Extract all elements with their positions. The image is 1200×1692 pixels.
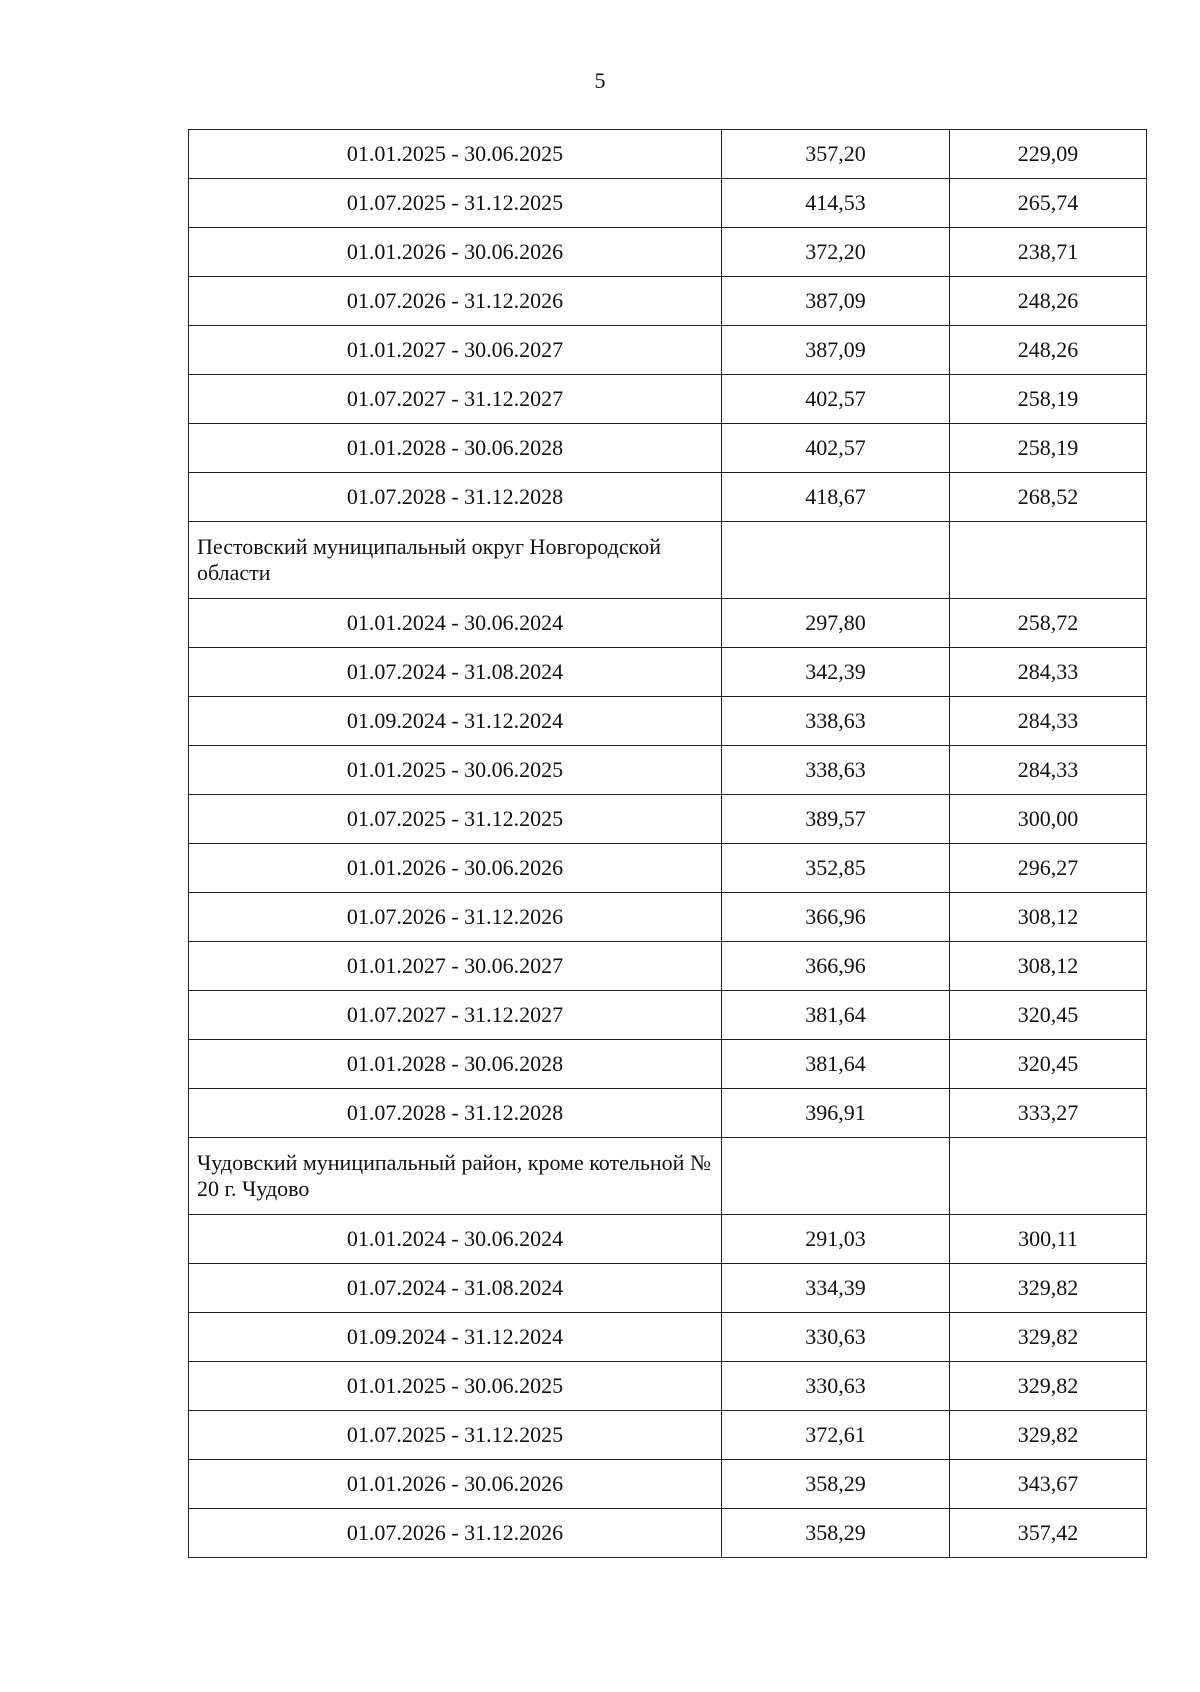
value-cell-2: 329,82 [950, 1313, 1147, 1362]
period-cell: 01.07.2026 - 31.12.2026 [189, 277, 722, 326]
value-cell-2: 308,12 [950, 942, 1147, 991]
value-cell-1: 402,57 [722, 424, 950, 473]
value-cell-1: 372,20 [722, 228, 950, 277]
value-cell-1: 342,39 [722, 648, 950, 697]
value-cell-2: 284,33 [950, 697, 1147, 746]
value-cell-2: 258,19 [950, 424, 1147, 473]
table-row [189, 326, 1147, 375]
value-cell-2: 229,09 [950, 130, 1147, 179]
period-cell: 01.07.2024 - 31.08.2024 [189, 648, 722, 697]
value-cell-1: 334,39 [722, 1264, 950, 1313]
table-row [189, 1040, 1147, 1089]
value-cell-1: 381,64 [722, 991, 950, 1040]
empty-cell [950, 1138, 1147, 1215]
area-name-cell: Пестовский муниципальный округ Новгородской области [189, 522, 722, 599]
period-cell: 01.01.2027 - 30.06.2027 [189, 326, 722, 375]
period-cell: 01.07.2028 - 31.12.2028 [189, 1089, 722, 1138]
period-cell: 01.09.2024 - 31.12.2024 [189, 697, 722, 746]
table-row [189, 1089, 1147, 1138]
table-row [189, 1264, 1147, 1313]
period-cell: 01.01.2026 - 30.06.2026 [189, 228, 722, 277]
value-cell-2: 265,74 [950, 179, 1147, 228]
area-name-cell: Чудовский муниципальный район, кроме котельной № 20 г. Чудово [189, 1138, 722, 1215]
value-cell-1: 358,29 [722, 1509, 950, 1558]
period-cell: 01.01.2026 - 30.06.2026 [189, 844, 722, 893]
period-cell: 01.07.2024 - 31.08.2024 [189, 1264, 722, 1313]
value-cell-1: 366,96 [722, 942, 950, 991]
table-row [189, 1509, 1147, 1558]
tariff-table [188, 129, 1147, 1558]
value-cell-2: 238,71 [950, 228, 1147, 277]
period-cell: 01.07.2026 - 31.12.2026 [189, 1509, 722, 1558]
value-cell-1: 402,57 [722, 375, 950, 424]
value-cell-2: 320,45 [950, 1040, 1147, 1089]
period-cell: 01.09.2024 - 31.12.2024 [189, 1313, 722, 1362]
value-cell-1: 387,09 [722, 326, 950, 375]
period-cell: 01.01.2028 - 30.06.2028 [189, 424, 722, 473]
value-cell-2: 320,45 [950, 991, 1147, 1040]
period-cell: 01.01.2027 - 30.06.2027 [189, 942, 722, 991]
table-row [189, 844, 1147, 893]
value-cell-2: 248,26 [950, 277, 1147, 326]
value-cell-1: 387,09 [722, 277, 950, 326]
value-cell-2: 268,52 [950, 473, 1147, 522]
value-cell-2: 296,27 [950, 844, 1147, 893]
period-cell: 01.07.2026 - 31.12.2026 [189, 893, 722, 942]
period-cell: 01.07.2027 - 31.12.2027 [189, 991, 722, 1040]
table-row [189, 1313, 1147, 1362]
value-cell-2: 248,26 [950, 326, 1147, 375]
table-row [189, 1411, 1147, 1460]
value-cell-2: 329,82 [950, 1411, 1147, 1460]
value-cell-1: 414,53 [722, 179, 950, 228]
period-cell: 01.01.2025 - 30.06.2025 [189, 746, 722, 795]
table-row [189, 1460, 1147, 1509]
period-cell: 01.07.2027 - 31.12.2027 [189, 375, 722, 424]
table-row [189, 795, 1147, 844]
value-cell-2: 308,12 [950, 893, 1147, 942]
value-cell-1: 297,80 [722, 599, 950, 648]
table-row [189, 893, 1147, 942]
page-number: 5 [594, 68, 606, 93]
table-row [189, 473, 1147, 522]
table-row [189, 599, 1147, 648]
table-row [189, 1362, 1147, 1411]
value-cell-1: 357,20 [722, 130, 950, 179]
table-row [189, 179, 1147, 228]
value-cell-1: 338,63 [722, 697, 950, 746]
value-cell-2: 343,67 [950, 1460, 1147, 1509]
table-row [189, 746, 1147, 795]
table-row [189, 942, 1147, 991]
table-row [189, 228, 1147, 277]
value-cell-2: 284,33 [950, 648, 1147, 697]
value-cell-1: 352,85 [722, 844, 950, 893]
table-row [189, 697, 1147, 746]
value-cell-1: 291,03 [722, 1215, 950, 1264]
tariff-table-body [189, 130, 1147, 1558]
value-cell-2: 329,82 [950, 1264, 1147, 1313]
period-cell: 01.01.2024 - 30.06.2024 [189, 1215, 722, 1264]
empty-cell [722, 522, 950, 599]
period-cell: 01.01.2024 - 30.06.2024 [189, 599, 722, 648]
area-header-row [189, 522, 1147, 599]
value-cell-1: 338,63 [722, 746, 950, 795]
value-cell-2: 300,00 [950, 795, 1147, 844]
value-cell-2: 300,11 [950, 1215, 1147, 1264]
empty-cell [722, 1138, 950, 1215]
period-cell: 01.01.2028 - 30.06.2028 [189, 1040, 722, 1089]
value-cell-1: 396,91 [722, 1089, 950, 1138]
period-cell: 01.01.2026 - 30.06.2026 [189, 1460, 722, 1509]
period-cell: 01.07.2025 - 31.12.2025 [189, 795, 722, 844]
value-cell-2: 357,42 [950, 1509, 1147, 1558]
value-cell-1: 358,29 [722, 1460, 950, 1509]
value-cell-2: 258,72 [950, 599, 1147, 648]
value-cell-2: 284,33 [950, 746, 1147, 795]
value-cell-1: 330,63 [722, 1362, 950, 1411]
empty-cell [950, 522, 1147, 599]
value-cell-2: 333,27 [950, 1089, 1147, 1138]
period-cell: 01.01.2025 - 30.06.2025 [189, 1362, 722, 1411]
period-cell: 01.01.2025 - 30.06.2025 [189, 130, 722, 179]
table-row [189, 991, 1147, 1040]
table-row [189, 424, 1147, 473]
value-cell-1: 366,96 [722, 893, 950, 942]
value-cell-1: 372,61 [722, 1411, 950, 1460]
value-cell-1: 418,67 [722, 473, 950, 522]
area-header-row [189, 1138, 1147, 1215]
value-cell-2: 329,82 [950, 1362, 1147, 1411]
value-cell-1: 381,64 [722, 1040, 950, 1089]
period-cell: 01.07.2025 - 31.12.2025 [189, 1411, 722, 1460]
table-row [189, 648, 1147, 697]
period-cell: 01.07.2025 - 31.12.2025 [189, 179, 722, 228]
table-row [189, 375, 1147, 424]
table-row [189, 130, 1147, 179]
value-cell-2: 258,19 [950, 375, 1147, 424]
table-row [189, 277, 1147, 326]
value-cell-1: 330,63 [722, 1313, 950, 1362]
period-cell: 01.07.2028 - 31.12.2028 [189, 473, 722, 522]
value-cell-1: 389,57 [722, 795, 950, 844]
table-row [189, 1215, 1147, 1264]
